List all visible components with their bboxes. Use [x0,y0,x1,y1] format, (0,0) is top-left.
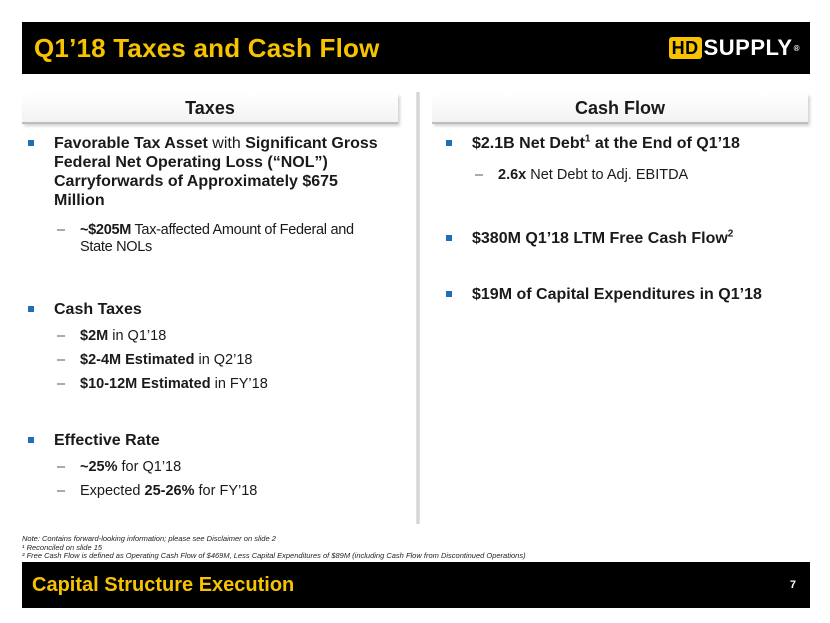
effective-rate-item [28,483,388,500]
net-debt-text: $2.1B Net Debt [472,135,585,152]
cash-taxes-item-bold: $2M [80,328,109,344]
footnote-ref-1: 1 [584,133,591,145]
cash-taxes-item-bold: $10-12M Estimated [80,376,211,392]
footnotes [22,535,526,561]
dash-icon: – [57,483,66,499]
taxes-column [28,134,388,500]
title-bar [22,22,810,74]
dash-icon: – [57,352,66,368]
net-debt-sub-item [446,167,816,184]
hd-supply-logo [669,35,800,61]
leverage-ratio: 2.6x [498,167,527,183]
fcf-text: $380M Q1’18 LTM Free Cash Flow [472,230,728,247]
slide-title: Q1’18 Taxes and Cash Flow [34,32,380,63]
effective-rate-rest: for Q1’18 [117,459,182,475]
cash-taxes-item-rest: in Q1’18 [108,328,167,344]
cash-taxes-item [28,352,388,369]
nol-sub-item [28,222,388,256]
capex-text: $19M of Capital Expenditures in Q1’18 [472,286,762,303]
logo-text: SUPPLY [703,35,793,60]
cash-taxes-item-rest: in FY’18 [210,376,268,392]
effective-rate-item [28,459,388,476]
dash-icon: – [57,459,66,475]
dash-icon: – [57,376,66,392]
footer-title: Capital Structure Execution [32,573,295,596]
note-line: ² Free Cash Flow is defined as Operating Cash Flow of $469M, Less Capital Expenditures of $89M (including Cash Flow from Discontinued Operations) [22,551,526,560]
effective-rate-rest: for FY’18 [194,483,258,499]
cash-taxes-label: Cash Taxes [54,301,142,318]
column-divider [416,92,420,524]
bullet-square-icon [28,437,34,443]
tax-asset-connector: with [207,135,246,152]
dash-icon: – [57,328,66,344]
taxes-header: Taxes [22,94,398,124]
bullet-square-icon [446,235,452,241]
effective-rate-pre: Expected [80,483,145,499]
footer-bar [22,562,810,608]
note-line: ¹ Reconciled on slide 15 [22,542,103,552]
net-debt-bullet [446,134,816,153]
cash-taxes-bullet [28,300,388,319]
note-line: Note: Contains forward-looking information; please see Disclaimer on slide 2 [22,534,276,543]
dash-icon: – [57,222,65,238]
cash-taxes-item-bold: $2-4M Estimated [80,352,195,368]
effective-rate-bullet [28,431,388,450]
effective-rate-label: Effective Rate [54,432,160,449]
tax-asset-bold: Favorable Tax Asset [54,135,208,152]
page-number: 7 [789,579,796,591]
footnote-ref-2: 2 [727,228,734,240]
bullet-square-icon [28,140,34,146]
bullet-square-icon [446,140,452,146]
effective-rate-bold: 25-26% [144,483,195,499]
bullet-square-icon [28,306,34,312]
logo-registered: ® [793,43,800,53]
nol-amount: ~$205M [80,222,132,238]
cash-flow-header: Cash Flow [432,94,808,124]
cash-taxes-item [28,328,388,345]
net-debt-rest: at the End of Q1’18 [590,135,740,152]
tax-asset-detail: Significant Gross Federal Net Operating Loss (“NOL”) Carryforwards of Approximately $675 Million [54,135,378,209]
cash-flow-column [446,134,816,304]
fcf-bullet [446,229,816,248]
nol-description: Tax-affected Amount of Federal and State NOLs [80,222,354,255]
cash-taxes-item-rest: in Q2’18 [194,352,253,368]
capex-bullet [446,285,816,304]
tax-asset-bullet [28,134,388,210]
logo-mark: HD [669,37,702,59]
dash-icon: – [475,167,484,183]
leverage-description: Net Debt to Adj. EBITDA [526,167,689,183]
cash-taxes-item [28,376,388,393]
effective-rate-bold: ~25% [80,459,118,475]
bullet-square-icon [446,291,452,297]
